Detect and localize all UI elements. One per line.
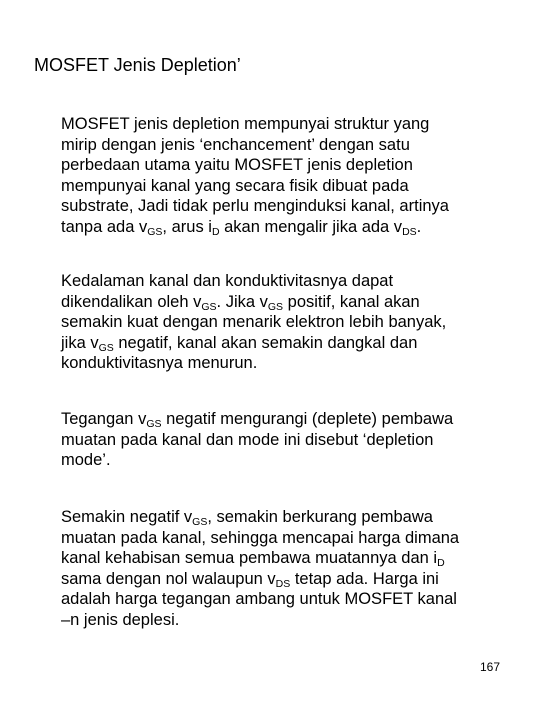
page-number: 167	[480, 660, 501, 674]
paragraph-channel-control	[61, 271, 501, 374]
text-run: jika v	[61, 333, 99, 352]
paragraph-line	[61, 217, 501, 238]
subscript: DS	[402, 225, 417, 238]
paragraph-line	[61, 176, 501, 197]
text-run: mirip dengan jenis ‘enchancement’ dengan satu	[61, 135, 410, 154]
text-run: .	[416, 217, 422, 236]
paragraph-line	[61, 569, 501, 590]
text-run: mempunyai kanal yang secara fisik dibuat pada	[61, 176, 409, 195]
paragraph-depletion-structure	[61, 114, 501, 237]
text-run: substrate, Jadi tidak perlu menginduksi kanal, artinya	[61, 197, 449, 215]
text-run: negatif, kanal akan semakin dangkal dan	[113, 333, 418, 352]
subscript: D	[211, 225, 220, 238]
text-run: dikendalikan oleh v	[61, 292, 202, 311]
text-run: adalah harga tegangan ambang untuk MOSFET kanal	[61, 590, 457, 608]
text-run: . Jika v	[216, 292, 268, 311]
text-run: MOSFET jenis depletion mempunyai struktur yang	[61, 115, 430, 133]
paragraph-line	[61, 430, 501, 451]
text-run: konduktivitasnya menurun.	[61, 354, 258, 372]
text-run: mode’.	[61, 451, 111, 469]
paragraph-line	[61, 312, 501, 333]
paragraph-line	[61, 610, 501, 631]
subscript: DS	[275, 577, 291, 590]
text-run: , arus i	[162, 217, 212, 236]
subscript: GS	[201, 300, 217, 313]
paragraph-threshold-voltage	[61, 507, 501, 630]
paragraph-deplete-mode	[61, 409, 501, 471]
paragraph-line	[61, 507, 501, 528]
paragraph-line	[61, 409, 501, 430]
paragraph-line	[61, 353, 501, 374]
text-run: –n jenis deplesi.	[61, 610, 180, 629]
subscript: GS	[98, 341, 114, 354]
paragraph-line	[61, 135, 501, 156]
paragraph-line	[61, 196, 501, 217]
subscript: D	[437, 557, 445, 569]
paragraph-line	[61, 114, 501, 135]
subscript: GS	[192, 516, 208, 528]
text-run: positif, kanal akan	[283, 292, 420, 311]
subscript: GS	[147, 225, 163, 238]
text-run: tanpa ada v	[61, 217, 148, 236]
text-run: muatan pada kanal, sehingga mencapai harga dimana	[61, 528, 460, 547]
paragraph-line	[61, 155, 501, 176]
paragraph-line	[61, 548, 501, 569]
paragraph-line	[61, 589, 501, 610]
paragraph-line	[61, 271, 501, 292]
subscript: GS	[146, 418, 162, 430]
text-run: akan mengalir jika ada v	[219, 217, 403, 236]
paragraph-line	[61, 333, 501, 354]
paragraph-line	[61, 528, 501, 549]
text-run: Semakin negatif v	[61, 508, 193, 526]
slide-title: MOSFET Jenis Depletion’	[34, 55, 241, 75]
text-run: , semakin berkurang pembawa	[207, 508, 433, 526]
text-run: semakin kuat dengan menarik elektron lebih banyak,	[61, 313, 447, 331]
paragraph-line	[61, 450, 501, 471]
text-run: tetap ada. Harga ini	[290, 569, 439, 588]
text-run: kanal kehabisan semua pembawa muatannya dan i	[61, 549, 438, 567]
text-run: negatif mengurangi (deplete) pembawa	[161, 410, 454, 428]
text-run: sama dengan nol walaupun v	[61, 569, 276, 588]
paragraph-line	[61, 292, 501, 313]
text-run: perbedaan utama yaitu MOSFET jenis depletion	[61, 156, 413, 174]
text-run: Tegangan v	[61, 410, 147, 428]
subscript: GS	[267, 300, 284, 313]
text-run: Kedalaman kanal dan konduktivitasnya dapat	[61, 272, 394, 290]
text-run: muatan pada kanal dan mode ini disebut ‘depletion	[61, 430, 434, 449]
